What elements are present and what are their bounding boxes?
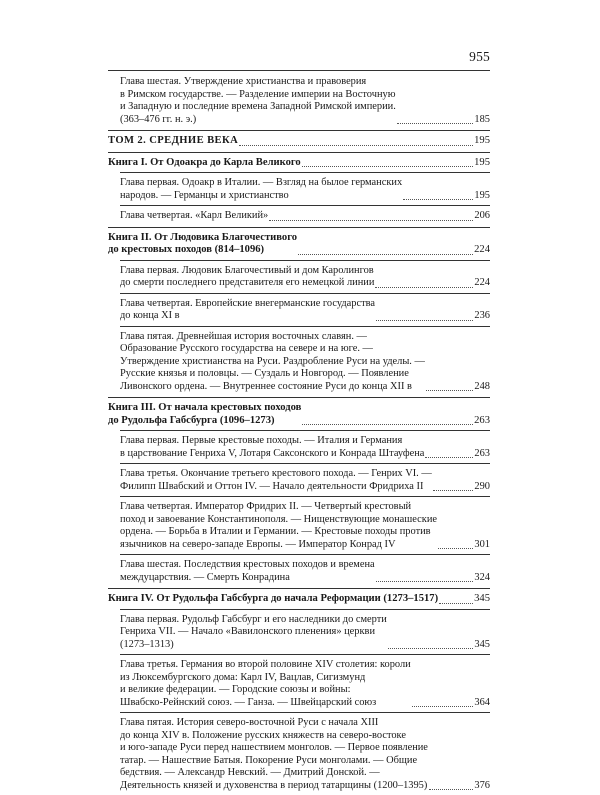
chapter-entry bbox=[108, 298, 490, 323]
header-rule bbox=[108, 70, 490, 71]
chapter-page-number: 185 bbox=[474, 113, 490, 125]
dot-leader bbox=[376, 311, 473, 321]
dot-leader bbox=[376, 572, 474, 582]
chapter-title: Глава четвертая. «Карл Великий» bbox=[120, 210, 269, 221]
entry-divider bbox=[120, 326, 490, 327]
entry-divider bbox=[120, 260, 490, 261]
entry-divider bbox=[120, 430, 490, 431]
dot-leader bbox=[426, 381, 474, 391]
chapter-entry bbox=[108, 468, 490, 493]
entry-divider bbox=[120, 609, 490, 610]
chapter-entry bbox=[108, 559, 490, 584]
chapter-page-number: 324 bbox=[474, 571, 490, 583]
chapter-entry bbox=[108, 501, 490, 551]
toc-section bbox=[108, 397, 490, 584]
chapter-title: Глава шестая. Последствия крестовых походов и времена междуцарствия. — Смерть Конрадина bbox=[120, 559, 375, 583]
entry-divider bbox=[120, 712, 490, 713]
dot-leader bbox=[438, 539, 473, 549]
chapter-title: Глава первая. Рудольф Габсбург и его наследники до смерти Генриха VII. — Начало «Вавилонского пленения» церкви (1273–1313) bbox=[120, 613, 387, 650]
heading-page-number: 195 bbox=[474, 135, 490, 146]
heading-title: Книга II. От Людовика Благочестивого до крестовых походов (814–1096) bbox=[108, 231, 298, 255]
entry-divider bbox=[120, 293, 490, 294]
heading-title: ТОМ 2. СРЕДНИЕ ВЕКА bbox=[108, 135, 239, 146]
dot-leader bbox=[375, 278, 473, 288]
dot-leader bbox=[439, 594, 473, 604]
toc-section bbox=[108, 152, 490, 223]
chapter-page-number: 290 bbox=[474, 480, 490, 492]
entry-divider bbox=[120, 463, 490, 464]
chapter-entry bbox=[108, 177, 490, 202]
chapter-page-number: 364 bbox=[474, 696, 490, 708]
chapter-entry bbox=[108, 76, 490, 126]
book-heading bbox=[108, 232, 490, 257]
chapter-page-number: 236 bbox=[474, 310, 490, 321]
entry-divider bbox=[120, 172, 490, 173]
entry-divider bbox=[120, 205, 490, 206]
chapter-page-number: 376 bbox=[474, 779, 490, 791]
chapter-title: Глава шестая. Утверждение христианства и правоверия в Римском государстве. — Разделение империи на Восточную и Западную и последние времена Западной Римской империи. (363–476 гг. н. э.) bbox=[120, 76, 396, 125]
dot-leader bbox=[403, 190, 473, 200]
toc-section bbox=[108, 588, 490, 792]
chapter-entry bbox=[108, 265, 490, 290]
dot-leader bbox=[269, 211, 473, 221]
chapter-title: Глава четвертая. Император Фридрих II. — Четвертый крестовый поход и завоевание Константинополя. — Нищенствующие монашеские ордена. — Борьба в Италии и Германии. — Крестовые походы против язычников на северо-западе Европы. — Император Конрад IV bbox=[120, 501, 437, 550]
dot-leader bbox=[397, 114, 474, 124]
dot-leader bbox=[425, 448, 473, 458]
dot-leader bbox=[429, 780, 473, 790]
chapter-page-number: 224 bbox=[474, 277, 490, 288]
dot-leader bbox=[302, 415, 473, 425]
entry-divider bbox=[120, 654, 490, 655]
chapter-page-number: 195 bbox=[474, 189, 490, 201]
chapter-title: Глава третья. Германия во второй половине XIV столетия: короли из Люксембургского дома: Карл IV, Вацлав, Сигизмунд и великие федерации. — Городские союзы и войны: Швабско-Рейнский союз. — Ганза. — Швейцарский союз bbox=[120, 659, 411, 708]
chapter-page-number: 263 bbox=[474, 447, 490, 459]
chapter-title: Глава пятая. Древнейшая история восточных славян. — Образование Русского государства на севере и на юге. — Утверждение христианства на Руси. Раздробление Руси на уделы. — Русские князья и половцы. — Суздаль и Новгород. — Появление Ливонского ордена. — Внутреннее состояние Руси до конца XII в bbox=[120, 330, 425, 392]
dot-leader bbox=[412, 697, 474, 707]
page-number: 955 bbox=[469, 49, 490, 64]
volume-heading bbox=[108, 135, 490, 148]
heading-page-number: 224 bbox=[474, 244, 490, 255]
chapter-title: Глава пятая. История северо-восточной Руси с начала XIII до конца XIV в. Положение русских княжеств на северо-востоке и юго-западе Руси перед нашествием монголов. — Первое появление татар. — Нашествие Батыя. Покорение Руси монголами. — Общие бедствия. — Александр Невский. — Дмитрий Донской. — Деятельность князей и духовенства в период татарщины (1200–1395) bbox=[120, 717, 428, 791]
entry-divider bbox=[120, 554, 490, 555]
chapter-title: Глава первая. Одоакр в Италии. — Взгляд на былое германских народов. — Германцы и христианство bbox=[120, 177, 403, 201]
chapter-page-number: 206 bbox=[474, 210, 490, 221]
dot-leader bbox=[239, 136, 473, 146]
heading-page-number: 345 bbox=[474, 593, 490, 604]
chapter-title: Глава первая. Людовик Благочестивый и дом Каролингов до смерти последнего представителя его немецкой линии bbox=[120, 264, 375, 288]
heading-page-number: 195 bbox=[474, 156, 490, 168]
chapter-title: Глава четвертая. Европейские внегерманские государства до конца XI в bbox=[120, 297, 376, 321]
chapter-entry bbox=[108, 614, 490, 652]
dot-leader bbox=[298, 245, 473, 255]
chapter-page-number: 248 bbox=[474, 380, 490, 392]
toc-section bbox=[108, 227, 490, 394]
chapter-entry bbox=[108, 210, 490, 223]
chapter-title: Глава первая. Первые крестовые походы. — Италия и Германия в царствование Генриха V, Лотаря Саксонского и Конрада Штауфена bbox=[120, 435, 425, 459]
table-of-contents bbox=[108, 76, 490, 795]
book-heading bbox=[108, 402, 490, 427]
dot-leader bbox=[433, 481, 474, 491]
chapter-entry bbox=[108, 435, 490, 460]
heading-title: Книга I. От Одоакра до Карла Великого bbox=[108, 156, 301, 168]
toc-section bbox=[108, 130, 490, 148]
book-heading bbox=[108, 593, 490, 606]
heading-title: Книга IV. От Рудольфа Габсбурга до начала Реформации (1273–1517) bbox=[108, 593, 439, 604]
chapter-entry bbox=[108, 659, 490, 709]
dot-leader bbox=[302, 157, 473, 167]
chapter-entry bbox=[108, 331, 490, 394]
heading-page-number: 263 bbox=[474, 414, 490, 426]
toc-section bbox=[108, 76, 490, 126]
chapter-entry bbox=[108, 717, 490, 792]
chapter-page-number: 301 bbox=[474, 538, 490, 550]
dot-leader bbox=[388, 639, 474, 649]
entry-divider bbox=[120, 496, 490, 497]
chapter-page-number: 345 bbox=[474, 638, 490, 650]
chapter-title: Глава третья. Окончание третьего крестового похода. — Генрих VI. — Филипп Швабский и Оттон IV. — Начало деятельности Фридриха II bbox=[120, 468, 432, 492]
heading-title: Книга III. От начала крестовых походов до Рудольфа Габсбурга (1096–1273) bbox=[108, 402, 302, 426]
book-heading bbox=[108, 157, 490, 170]
